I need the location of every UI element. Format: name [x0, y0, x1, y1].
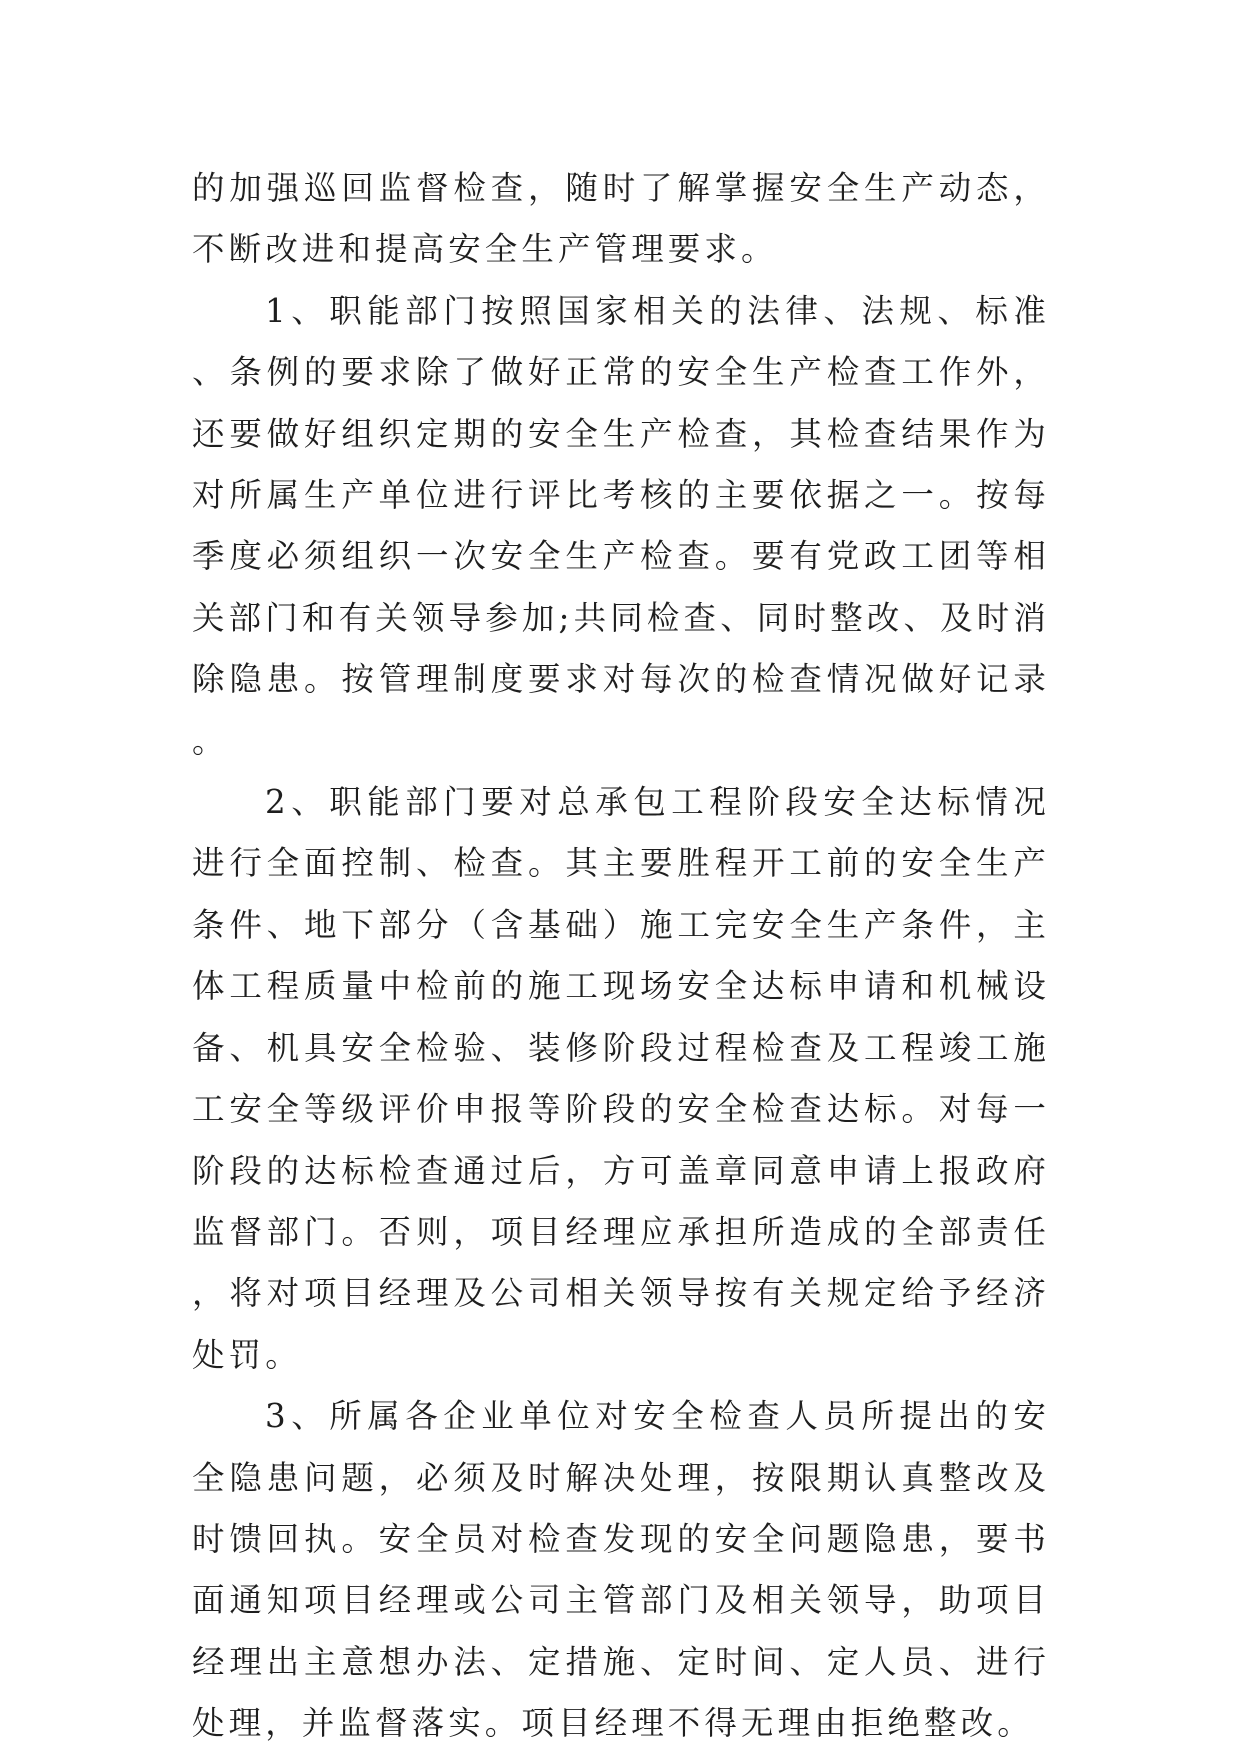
paragraph-item-1: 1、职能部门按照国家相关的法律、法规、标准、条例的要求除了做好正常的安全生产检查工作外，还要做好组织定期的安全生产检查，其检查结果作为对所属生产单位进行评比考核的主要依据之一。按每季度必须组织一次安全生产检查。要有党政工团等相关部门和有关领导参加;共同检查、同时整改、及时消除隐患。按管理制度要求对每次的检查情况做好记录。 [192, 291, 1050, 760]
paragraph-item-2: 2、职能部门要对总承包工程阶段安全达标情况进行全面控制、检查。其主要胜程开工前的安全生产条件、地下部分（含基础）施工完安全生产条件，主体工程质量中检前的施工现场安全达标申请和机械设备、机具安全检验、装修阶段过程检查及工程竣工施工安全等级评价申报等阶段的安全检查达标。对每一阶段的达标检查通过后，方可盖章同意申请上报政府监督部门。否则，项目经理应承担所造成的全部责任，将对项目经理及公司相关领导按有关规定给予经济处罚。 [192, 783, 1050, 1374]
paragraph-continuation: 的加强巡回监督检查，随时了解掌握安全生产动态，不断改进和提高安全生产管理要求。 [192, 169, 1050, 269]
document-page [192, 158, 1050, 1755]
paragraph-item-3: 3、所属各企业单位对安全检查人员所提出的安全隐患问题，必须及时解决处理，按限期认真整改及时馈回执。安全员对检查发现的安全问题隐患，要书面通知项目经理或公司主管部门及相关领导，助项目经理出主意想办法、定措施、定时间、定人员、进行处理，并监督落实。项目经理不得无理由拒绝整改。 [192, 1397, 1050, 1743]
